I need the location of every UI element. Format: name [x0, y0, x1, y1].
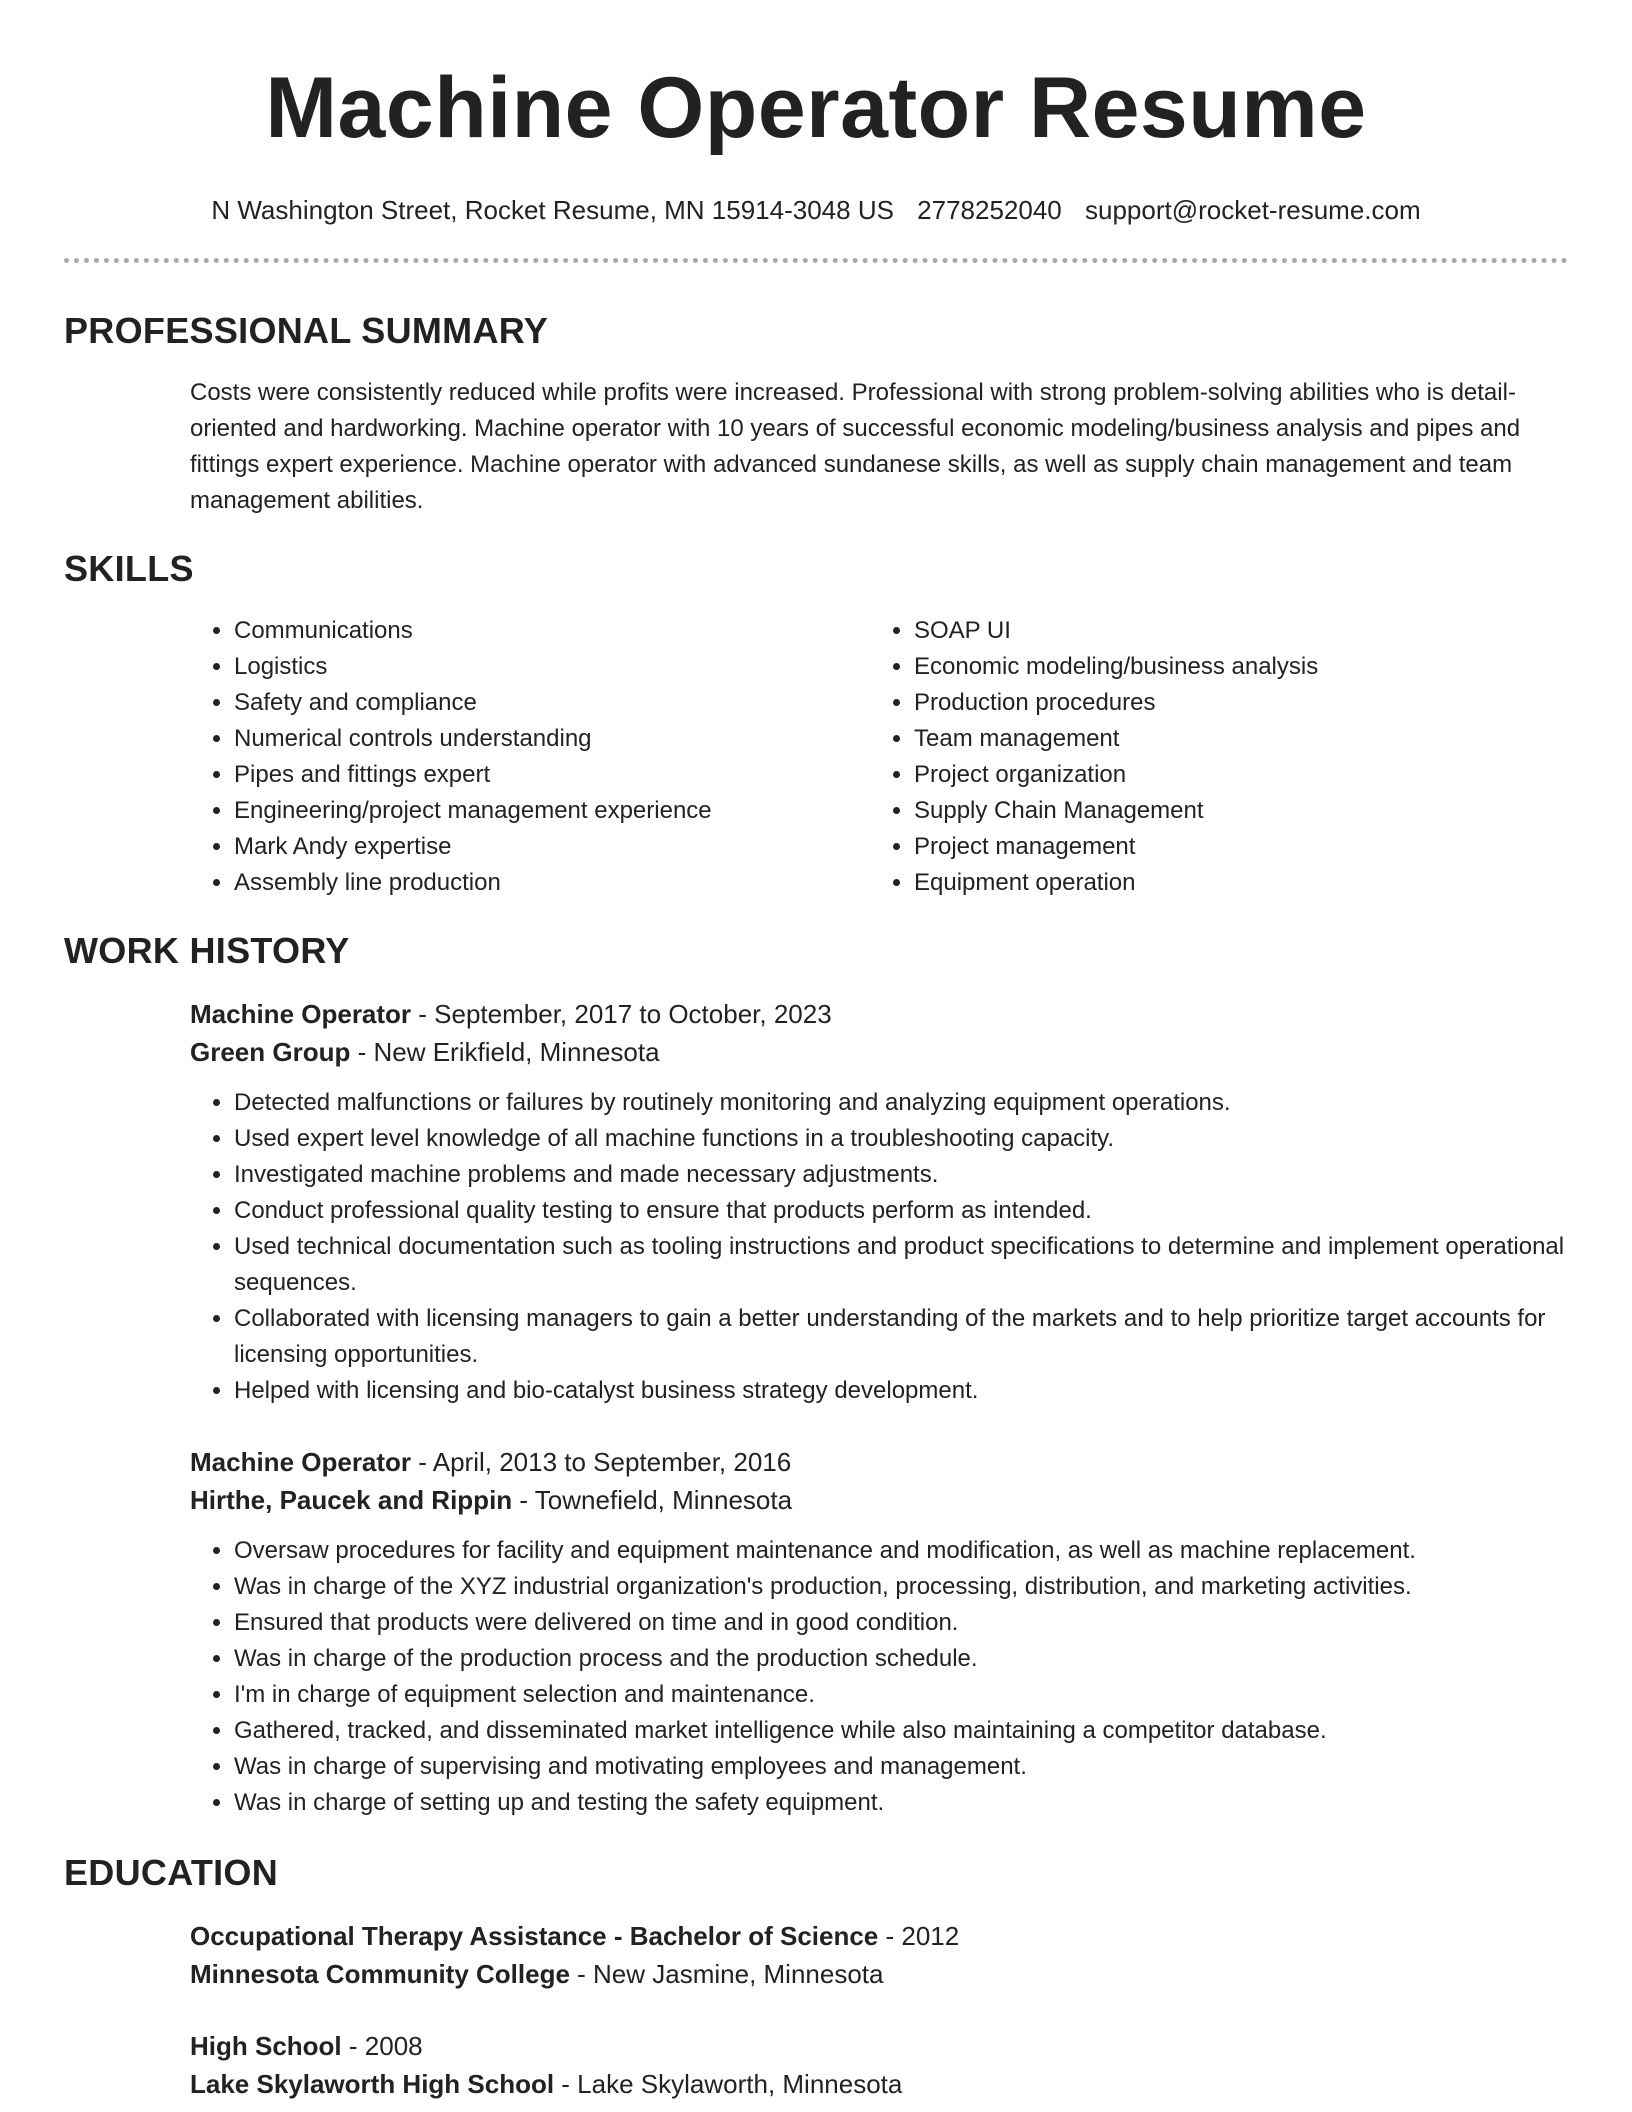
education-degree: Occupational Therapy Assistance - Bachelor of Science — [190, 1921, 879, 1951]
education-school: Minnesota Community College — [190, 1959, 570, 1989]
skill-item: • Production procedures — [914, 685, 1550, 721]
job-bullet: • Detected malfunctions or failures by routinely monitoring and analyzing equipment operations. — [234, 1085, 1568, 1121]
skills-column-right — [870, 613, 1550, 901]
skill-item: • Mark Andy expertise — [234, 829, 870, 865]
job-bullet: • Used expert level knowledge of all machine functions in a troubleshooting capacity. — [234, 1121, 1568, 1157]
education-entry — [190, 1917, 1568, 1993]
job-bullet: • Investigated machine problems and made necessary adjustments. — [234, 1157, 1568, 1193]
skills-heading: SKILLS — [64, 548, 194, 589]
job-bullet: • Was in charge of the production process and the production schedule. — [234, 1641, 1568, 1677]
skill-item: • Project organization — [914, 757, 1550, 793]
job-bullets — [190, 1085, 1568, 1409]
job-bullet: • Ensured that products were delivered on time and in good condition. — [234, 1605, 1568, 1641]
contact-line — [64, 194, 1568, 226]
education-heading: EDUCATION — [64, 1852, 279, 1893]
skill-item: • Team management — [914, 721, 1550, 757]
skills-column-left — [190, 613, 870, 901]
education-year: - 2012 — [878, 1921, 960, 1951]
job-bullet: • Gathered, tracked, and disseminated market intelligence while also maintaining a competitor database. — [234, 1713, 1568, 1749]
job-entry — [190, 1443, 1568, 1821]
skill-item: • Numerical controls understanding — [234, 721, 870, 757]
resume-page — [64, 0, 1568, 2103]
job-entry — [190, 995, 1568, 1409]
skill-item: • Assembly line production — [234, 865, 870, 901]
header-divider — [64, 258, 1568, 263]
job-company: Hirthe, Paucek and Rippin — [190, 1485, 513, 1515]
job-bullet: • Conduct professional quality testing to ensure that products perform as intended. — [234, 1193, 1568, 1229]
skill-item: • Pipes and fittings expert — [234, 757, 870, 793]
skill-item: • SOAP UI — [914, 613, 1550, 649]
job-bullet: • Used technical documentation such as tooling instructions and product specifications to determine and implement operational sequences. — [234, 1229, 1568, 1301]
summary-heading: PROFESSIONAL SUMMARY — [64, 310, 549, 351]
job-role: Machine Operator — [190, 1447, 412, 1477]
skills-list — [190, 613, 1568, 901]
skill-item: • Supply Chain Management — [914, 793, 1550, 829]
education-school: Lake Skylaworth High School — [190, 2069, 555, 2099]
education-location: - Lake Skylaworth, Minnesota — [554, 2069, 903, 2099]
job-location: - New Erikfield, Minnesota — [350, 1037, 660, 1067]
skill-item: • Project management — [914, 829, 1550, 865]
education-entry — [190, 2027, 1568, 2103]
job-bullet: • Oversaw procedures for facility and equipment maintenance and modification, as well as machine replacement. — [234, 1533, 1568, 1569]
contact-address: N Washington Street, Rocket Resume, MN 15914-3048 US — [211, 195, 894, 225]
job-bullets — [190, 1533, 1568, 1821]
contact-phone: 2778252040 — [917, 195, 1062, 225]
job-company-line — [190, 1481, 1568, 1519]
job-bullet: • Was in charge of setting up and testing the safety equipment. — [234, 1785, 1568, 1821]
job-bullet: • Helped with licensing and bio-catalyst business strategy development. — [234, 1373, 1568, 1409]
job-location: - Townefield, Minnesota — [512, 1485, 793, 1515]
resume-title: Machine Operator Resume — [265, 60, 1367, 156]
work-history-heading: WORK HISTORY — [64, 930, 350, 971]
education-degree-line — [190, 2027, 1568, 2065]
skill-item: • Communications — [234, 613, 870, 649]
education-location: - New Jasmine, Minnesota — [569, 1959, 884, 1989]
skill-item: • Economic modeling/business analysis — [914, 649, 1550, 685]
job-role: Machine Operator — [190, 999, 412, 1029]
contact-email: support@rocket-resume.com — [1085, 195, 1421, 225]
job-role-line — [190, 1443, 1568, 1481]
job-bullet: • Collaborated with licensing managers to gain a better understanding of the markets and to help prioritize target accounts for licensing opportunities. — [234, 1301, 1568, 1373]
job-company: Green Group — [190, 1037, 351, 1067]
job-role-line — [190, 995, 1568, 1033]
education-school-line — [190, 2065, 1568, 2103]
skill-item: • Safety and compliance — [234, 685, 870, 721]
job-bullet: • Was in charge of supervising and motivating employees and management. — [234, 1749, 1568, 1785]
education-year: - 2008 — [341, 2031, 423, 2061]
education-degree: High School — [190, 2031, 342, 2061]
job-bullet: • Was in charge of the XYZ industrial organization's production, processing, distribution, and marketing activities. — [234, 1569, 1568, 1605]
education-school-line — [190, 1955, 1568, 1993]
job-dates: - September, 2017 to October, 2023 — [411, 999, 832, 1029]
job-dates: - April, 2013 to September, 2016 — [411, 1447, 792, 1477]
job-company-line — [190, 1033, 1568, 1071]
education-degree-line — [190, 1917, 1568, 1955]
summary-text: Costs were consistently reduced while profits were increased. Professional with strong problem-solving abilities who is detail-oriented and hardworking. Machine operator with 10 years of successful economic modeling/business analysis and pipes and fittings expert experience. Machine operator with advanced sundanese skills, as well as supply chain management and team management abilities. — [190, 379, 1521, 514]
skill-item: • Engineering/project management experience — [234, 793, 870, 829]
skill-item: • Equipment operation — [914, 865, 1550, 901]
skill-item: • Logistics — [234, 649, 870, 685]
job-bullet: • I'm in charge of equipment selection and maintenance. — [234, 1677, 1568, 1713]
